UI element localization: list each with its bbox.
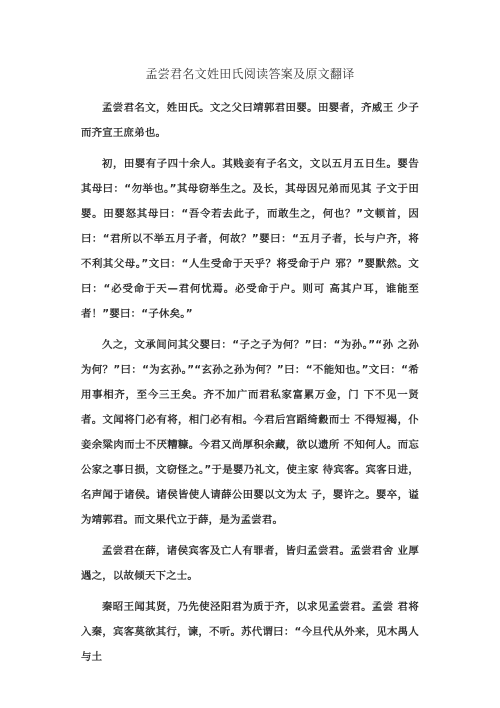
paragraph-3: 久之，文承间问其父婴曰：“子之子为何？”曰：“为孙。”“孙 之孙为何？”曰：“为玄孙。”“玄孙之孙为何？”曰：“不能知也。”文曰：“希用事相齐，至今三王矣。齐不加广而君私家富累万金，门 下不见一贤者。文闻将门必有将，相门必有相。今君后宫蹈绮縠而士 不得短褐，仆妾余粱肉而士不厌糟糠。今君又尚厚积余藏，欲以遗所 不知何人。而忘公家之事日损，文窃怪之。”于是婴乃礼文，使主家 待宾客。宾客日进，名声闻于诸侯。诸侯皆使人请薛公田婴以文为太 子，婴许之。婴卒，谥为靖郭君。而文果代立于薛，是为孟尝君。	[81, 339, 419, 526]
paragraph-1: 孟尝君名文，姓田氏。文之父曰靖郭君田婴。田婴者，齐威王 少子而齐宣王庶弟也。	[81, 102, 419, 139]
paragraph-5: 秦昭王闻其贤，乃先使泾阳君为质于齐，以求见孟尝君。孟尝 君将入秦，宾客莫欲其行，谏，不听。苏代谓曰：“今旦代从外来，见木禺人与土	[81, 601, 419, 663]
paragraph-4: 孟尝君在薛，诸侯宾客及亡人有罪者，皆归孟尝君。孟尝君舍 业厚遇之，以故倾天下之士。	[81, 545, 419, 582]
paragraph-2: 初，田婴有子四十余人。其贱妾有子名文，文以五月五日生。婴告其母曰：“勿举也。”其母窃举生之。及长，其母因兄弟而见其 子文于田婴。田婴怒其母曰：“吾令若去此子，而敢生之，何也？”文顿首，因曰：“君所以不举五月子者，何故？”婴曰：“五月子者，长与户齐，将不利其父母。”文曰：“人生受命于天乎？将受命于户 邪？”婴默然。文曰：“必受命于天—君何忧焉。必受命于户。则可 高其户耳，谁能至者！”婴曰：“子休矣。”	[81, 158, 419, 320]
document-title: 孟尝君名文姓田氏阅读答案及原文翻译	[145, 67, 355, 81]
